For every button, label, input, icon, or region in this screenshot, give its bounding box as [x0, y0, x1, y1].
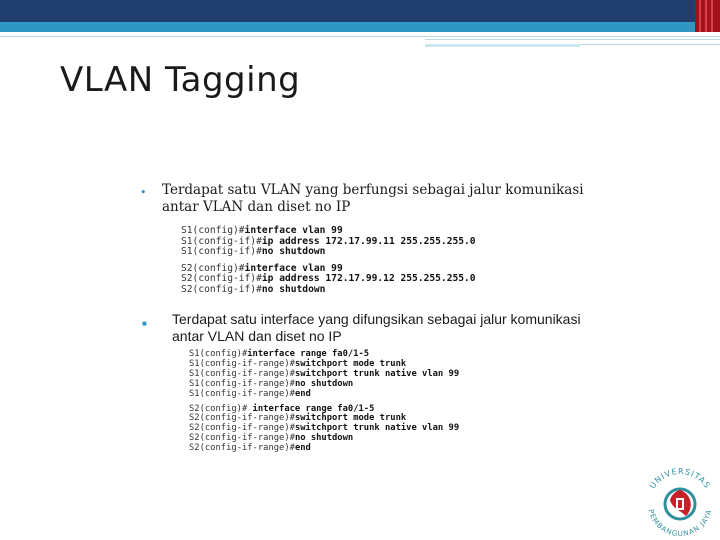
- cli-command: ip address 172.17.99.12 255.255.255.0: [261, 273, 476, 284]
- cli-command: end: [294, 443, 311, 454]
- cli-prompt: S1(config-if-range)#: [189, 368, 295, 379]
- header-bar-red-block: [695, 0, 720, 32]
- cli-prompt: S2(config-if-range)#: [189, 413, 295, 424]
- cli-prompt: S1(config-if)#: [181, 246, 262, 257]
- cli-command: end: [294, 388, 311, 399]
- university-logo: [640, 452, 720, 540]
- cli-prompt: S1(config-if-range)#: [189, 358, 295, 369]
- header-bar-blue-band: [0, 22, 700, 32]
- cli-command: switchport mode trunk: [294, 413, 407, 424]
- bullet-item: [142, 311, 582, 345]
- svg-text:PEMBANGUNAN JAYA: [647, 508, 714, 538]
- cli-prompt: S2(config-if-range)#: [189, 443, 295, 454]
- cli-prompt: S2(config-if-range)#: [189, 433, 295, 444]
- cli-command: ip address 172.17.99.11 255.255.255.0: [261, 235, 476, 247]
- code-line: [189, 390, 459, 400]
- cli-command: interface vlan 99: [244, 225, 343, 236]
- cli-prompt: S1(config-if)#: [181, 235, 262, 247]
- bullet-item: [140, 182, 600, 216]
- code-block-trunk-interface: [189, 350, 459, 454]
- cli-command: switchport trunk native vlan 99: [294, 368, 460, 379]
- cli-prompt: S2(config-if-range)#: [189, 423, 295, 434]
- cli-command: switchport trunk native vlan 99: [294, 423, 460, 434]
- cli-prompt: S1(config)#: [181, 225, 245, 236]
- cli-command: interface range fa0/1-5: [247, 349, 370, 359]
- cli-command: no shutdown: [294, 433, 354, 444]
- logo-ring-text: PEMBANGUNAN JAYA: [646, 508, 714, 539]
- logo-ring-text: UNIVERSITAS: [647, 466, 713, 491]
- header-rule: [425, 39, 720, 40]
- header-bar: [0, 0, 720, 32]
- bullet-dot-icon: •: [140, 186, 147, 199]
- cli-command: no shutdown: [294, 378, 354, 389]
- code-line: [181, 285, 476, 296]
- cli-command: interface vlan 99: [244, 262, 343, 274]
- cli-prompt: S2(config)#: [189, 403, 248, 414]
- bullet-text: Terdapat satu interface yang difungsikan sebagai jalur komunikasi antar VLAN dan diset no IP: [172, 311, 581, 344]
- header-rule: [0, 36, 720, 37]
- cli-command: interface range fa0/1-5: [247, 403, 375, 414]
- svg-text:UNIVERSITAS: [648, 467, 712, 491]
- cli-command: no shutdown: [261, 283, 326, 295]
- cli-prompt: S1(config-if-range)#: [189, 388, 295, 399]
- header-rule: [580, 44, 720, 45]
- header-bar-dark-band: [0, 0, 695, 22]
- code-line: [181, 247, 476, 258]
- cli-prompt: S2(config-if)#: [181, 283, 262, 295]
- cli-prompt: S1(config)#: [189, 349, 248, 359]
- cli-command: switchport mode trunk: [294, 358, 407, 369]
- bullet-square-icon: ■: [142, 319, 147, 328]
- cli-prompt: S2(config-if)#: [181, 273, 262, 284]
- code-block-vlan-interface: [181, 226, 476, 295]
- bullet-text: Terdapat satu VLAN yang berfungsi sebagai jalur komunikasi antar VLAN dan diset no IP: [162, 182, 584, 215]
- cli-command: no shutdown: [261, 246, 326, 257]
- header-rule-accent: [425, 44, 580, 47]
- cli-prompt: S2(config)#: [181, 262, 245, 274]
- cli-prompt: S1(config-if-range)#: [189, 378, 295, 389]
- code-line: [189, 444, 459, 454]
- slide-title: VLAN Tagging: [60, 60, 301, 100]
